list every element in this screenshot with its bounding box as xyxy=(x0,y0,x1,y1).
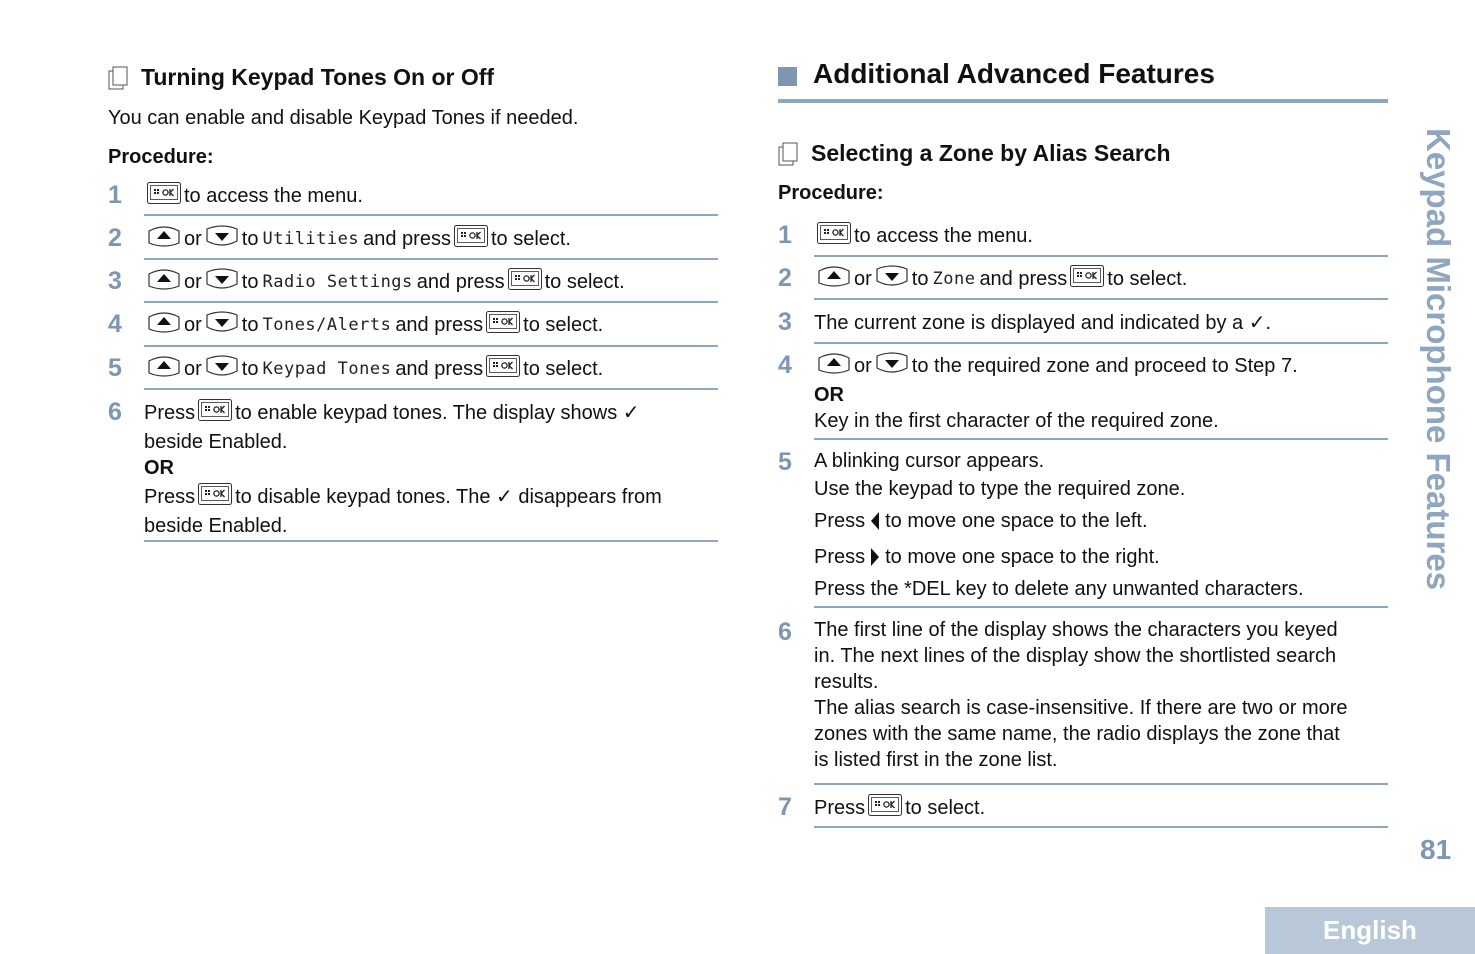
lcd-menu-item: Tones/Alerts xyxy=(262,315,392,335)
press-text: and press xyxy=(979,268,1068,290)
menu-ok-key-icon xyxy=(454,225,488,254)
step-text: to move one space to the right. xyxy=(885,546,1160,568)
select-text: to select. xyxy=(1107,268,1188,290)
to-text: to xyxy=(241,228,259,250)
menu-ok-key-icon xyxy=(486,311,520,340)
press-text: and press xyxy=(395,358,484,380)
lcd-menu-item: Zone xyxy=(932,269,976,289)
select-text: to select. xyxy=(490,228,571,250)
step-number: 6 xyxy=(778,618,792,646)
press-text: Press xyxy=(814,797,866,819)
lcd-menu-item: Keypad Tones xyxy=(262,359,392,379)
up-arrow-key-icon xyxy=(147,225,181,254)
divider xyxy=(814,255,1388,257)
step-number: 1 xyxy=(108,181,122,209)
menu-ok-key-icon xyxy=(1070,265,1104,294)
down-arrow-key-icon xyxy=(875,265,909,294)
divider xyxy=(144,388,718,390)
left-arrow-icon xyxy=(870,511,880,531)
right-subsection-title: Selecting a Zone by Alias Search xyxy=(811,140,1171,166)
or-label: OR xyxy=(144,457,174,479)
menu-ok-key-icon xyxy=(817,222,851,251)
menu-ok-key-icon xyxy=(147,182,181,211)
select-text: to select. xyxy=(905,797,986,819)
menu-ok-key-icon xyxy=(198,483,232,512)
step-text: Press the *DEL key to delete any unwanted characters. xyxy=(814,578,1304,600)
step-number: 5 xyxy=(108,354,122,382)
document-icon xyxy=(778,142,800,166)
down-arrow-key-icon xyxy=(205,311,239,340)
press-text: and press xyxy=(363,228,451,250)
divider xyxy=(144,301,718,303)
step-number: 1 xyxy=(778,221,792,249)
to-text: to xyxy=(241,271,259,293)
or-text: or xyxy=(854,355,872,377)
step-text: results. xyxy=(814,671,879,693)
or-text: or xyxy=(184,358,202,380)
or-label: OR xyxy=(814,384,844,406)
up-arrow-key-icon xyxy=(817,265,851,294)
step-text: Use the keypad to type the required zone. xyxy=(814,478,1186,500)
down-arrow-key-icon xyxy=(875,352,909,381)
step-text: The current zone is displayed and indicated by a ✓. xyxy=(814,312,1272,334)
language-tab: English xyxy=(1265,907,1475,954)
to-text: to xyxy=(241,314,259,336)
down-arrow-key-icon xyxy=(205,268,239,297)
press-text: Press xyxy=(144,402,196,424)
to-text: to xyxy=(241,358,259,380)
step-text: to access the menu. xyxy=(184,185,363,207)
select-text: to select. xyxy=(523,314,604,336)
section-rule xyxy=(778,99,1388,103)
select-text: to select. xyxy=(523,358,604,380)
step-number: 7 xyxy=(778,793,792,821)
divider xyxy=(814,826,1388,828)
page-number: 81 xyxy=(1420,834,1452,865)
down-arrow-key-icon xyxy=(205,355,239,384)
divider xyxy=(814,298,1388,300)
step-number: 4 xyxy=(108,310,122,338)
or-text: or xyxy=(184,314,202,336)
divider xyxy=(144,345,718,347)
divider xyxy=(144,214,718,216)
down-arrow-key-icon xyxy=(205,225,239,254)
up-arrow-key-icon xyxy=(147,355,181,384)
section-title: Additional Advanced Features xyxy=(813,58,1215,89)
step-number: 6 xyxy=(108,398,122,426)
press-text: and press xyxy=(395,314,484,336)
step-text: is listed first in the zone list. xyxy=(814,749,1058,771)
right-arrow-icon xyxy=(870,547,880,567)
step-text: beside Enabled. xyxy=(144,515,288,537)
document-icon xyxy=(108,66,130,90)
up-arrow-key-icon xyxy=(817,352,851,381)
press-text: Press xyxy=(144,486,196,508)
left-section-title: Turning Keypad Tones On or Off xyxy=(141,64,495,90)
select-text: to select. xyxy=(544,271,625,293)
step-text: A blinking cursor appears. xyxy=(814,450,1045,472)
divider xyxy=(144,258,718,260)
menu-ok-key-icon xyxy=(868,794,902,823)
step-text: Key in the first character of the required zone. xyxy=(814,410,1219,432)
step-text: beside Enabled. xyxy=(144,431,288,453)
menu-ok-key-icon xyxy=(508,268,542,297)
step-text: The alias search is case-insensitive. If there are two or more xyxy=(814,697,1348,719)
step-text: The first line of the display shows the characters you keyed xyxy=(814,619,1338,641)
step-number: 3 xyxy=(778,308,792,336)
press-text: Press xyxy=(814,546,866,568)
divider xyxy=(814,438,1388,440)
step-text: to move one space to the left. xyxy=(885,510,1148,532)
step-number: 5 xyxy=(778,448,792,476)
lcd-menu-item: Utilities xyxy=(262,229,360,249)
step-text: to the required zone and proceed to Step 7. xyxy=(911,355,1298,377)
lcd-menu-item: Radio Settings xyxy=(262,272,413,292)
step-text: zones with the same name, the radio displays the zone that xyxy=(814,723,1340,745)
menu-ok-key-icon xyxy=(486,355,520,384)
divider xyxy=(814,342,1388,344)
divider xyxy=(144,540,718,542)
square-bullet-icon xyxy=(778,67,797,86)
step-text: to access the menu. xyxy=(854,225,1033,247)
chapter-side-title: Keypad Microphone Features xyxy=(1420,128,1457,591)
up-arrow-key-icon xyxy=(147,311,181,340)
to-text: to xyxy=(911,268,929,290)
step-text: in. The next lines of the display show the shortlisted search xyxy=(814,645,1337,667)
or-text: or xyxy=(184,228,202,250)
menu-ok-key-icon xyxy=(198,399,232,428)
right-procedure-label: Procedure: xyxy=(778,182,884,204)
divider xyxy=(814,606,1388,608)
step-number: 2 xyxy=(108,224,122,252)
left-section-heading xyxy=(108,64,494,91)
right-subsection-heading xyxy=(778,140,1171,167)
press-text: and press xyxy=(416,271,505,293)
step-number: 4 xyxy=(778,351,792,379)
or-text: or xyxy=(184,271,202,293)
or-text: or xyxy=(854,268,872,290)
up-arrow-key-icon xyxy=(147,268,181,297)
step-number: 3 xyxy=(108,267,122,295)
step-number: 2 xyxy=(778,264,792,292)
press-text: Press xyxy=(814,510,866,532)
left-intro: You can enable and disable Keypad Tones if needed. xyxy=(108,107,579,129)
left-procedure-label: Procedure: xyxy=(108,146,214,168)
step-text: to enable keypad tones. The display shows ✓ xyxy=(235,402,640,424)
divider xyxy=(814,783,1388,785)
step-text: to disable keypad tones. The ✓ disappears from xyxy=(235,486,662,508)
section-heading xyxy=(778,58,1388,90)
